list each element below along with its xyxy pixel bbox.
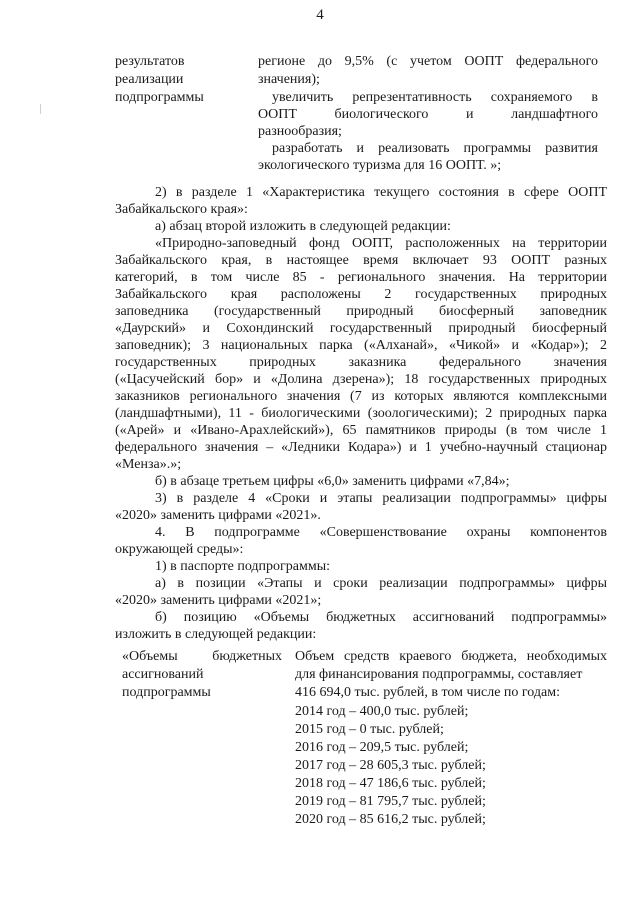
body-line: «Менза».»; bbox=[115, 457, 182, 472]
bottom-table-right-line: 2019 год – 81 795,7 тыс. рублей; bbox=[295, 794, 486, 809]
body-line: 3) в разделе 4 «Сроки и этапы реализации подпрограммы» цифры bbox=[155, 491, 607, 506]
body-line: заказников регионального значения (7 из которых являются комплексными bbox=[115, 389, 607, 404]
body-line: (ландшафтными), 11 - биологическими (зоологическими); 2 природных парка bbox=[115, 406, 607, 421]
bottom-table-right-line: 2014 год – 400,0 тыс. рублей; bbox=[295, 704, 469, 719]
bottom-table-right-line: 416 694,0 тыс. рублей, в том числе по годам: bbox=[295, 685, 560, 700]
body-line: («Цасучейский бор» и «Долина дзерена»); 18 государственных природных bbox=[115, 372, 607, 387]
body-line: федерального значения – «Ледники Кодара») и 1 учебно-научный стационар bbox=[115, 440, 607, 455]
body-line: заповедника (государственный природный биосферный заповедник bbox=[115, 304, 607, 319]
body-line: Забайкальского края расположены 2 государственных природных bbox=[115, 287, 607, 302]
body-line: заповедник); 3 национальных парка («Алханай», «Чикой» и «Кодар»); 2 bbox=[115, 338, 607, 353]
top-table-right-line: разработать и реализовать программы развития bbox=[272, 141, 598, 156]
top-table-left-line: реализации bbox=[115, 72, 184, 87]
margin-mark bbox=[40, 104, 41, 114]
body-line: государственных природных заказника федерального значения bbox=[115, 355, 607, 370]
body-line: «Природно-заповедный фонд ООПТ, расположенных на территории bbox=[155, 236, 607, 251]
top-table-right-line: экологического туризма для 16 ООПТ. »; bbox=[258, 158, 502, 173]
body-line: 2) в разделе 1 «Характеристика текущего состояния в сфере ООПТ bbox=[155, 185, 607, 200]
body-line: 1) в паспорте подпрограммы: bbox=[155, 559, 331, 574]
body-line: Забайкальского края»: bbox=[115, 202, 248, 217]
bottom-table-right-line: 2016 год – 209,5 тыс. рублей; bbox=[295, 740, 469, 755]
top-table-right-line: разнообразия; bbox=[258, 124, 342, 139]
bottom-table-left-line: ассигнований bbox=[122, 667, 204, 682]
bottom-table-right-line: 2020 год – 85 616,2 тыс. рублей; bbox=[295, 812, 486, 827]
top-table-right-line: ООПТ биологического и ландшафтного bbox=[258, 107, 598, 122]
bottom-table-right-line: Объем средств краевого бюджета, необходимых bbox=[295, 649, 607, 664]
bottom-table-right-line: 2015 год – 0 тыс. рублей; bbox=[295, 722, 444, 737]
body-line: категорий, в том числе 85 - регионального значения. На территории bbox=[115, 270, 607, 285]
bottom-table-left-line: «Объемы бюджетных bbox=[122, 649, 282, 664]
body-line: «2020» заменить цифрами «2021»; bbox=[115, 593, 322, 608]
body-line: б) позицию «Объемы бюджетных ассигнований подпрограммы» bbox=[155, 610, 607, 625]
body-line: окружающей среды»: bbox=[115, 542, 244, 557]
page-number: 4 bbox=[316, 7, 324, 23]
top-table-right-line: увеличить репрезентативность сохраняемого в bbox=[272, 90, 598, 105]
body-line: «2020» заменить цифрами «2021». bbox=[115, 508, 321, 523]
top-table-left-line: результатов bbox=[115, 54, 185, 69]
body-line: «Даурский» и Сохондинский государственный природный биосферный bbox=[115, 321, 607, 336]
body-line: а) абзац второй изложить в следующей редакции: bbox=[155, 219, 451, 234]
body-line: Забайкальского края, в настоящее время включает 93 ООПТ разных bbox=[115, 253, 607, 268]
top-table-right-line: регионе до 9,5% (с учетом ООПТ федерального bbox=[258, 54, 598, 69]
bottom-table-right-line: для финансирования подпрограммы, составляет bbox=[295, 667, 583, 682]
body-line: а) в позиции «Этапы и сроки реализации подпрограммы» цифры bbox=[155, 576, 607, 591]
bottom-table-right-line: 2017 год – 28 605,3 тыс. рублей; bbox=[295, 758, 486, 773]
body-line: изложить в следующей редакции: bbox=[115, 627, 317, 642]
top-table-right-line: значения); bbox=[258, 72, 320, 87]
body-line: («Арей» и «Ивано-Арахлейский»), 65 памятников природы (в том числе 1 bbox=[115, 423, 607, 438]
bottom-table-right-line: 2018 год – 47 186,6 тыс. рублей; bbox=[295, 776, 486, 791]
body-line: б) в абзаце третьем цифры «6,0» заменить цифрами «7,84»; bbox=[155, 474, 510, 489]
top-table-left-line: подпрограммы bbox=[115, 90, 204, 105]
body-line: 4. В подпрограмме «Совершенствование охраны компонентов bbox=[155, 525, 607, 540]
bottom-table-left-line: подпрограммы bbox=[122, 685, 211, 700]
